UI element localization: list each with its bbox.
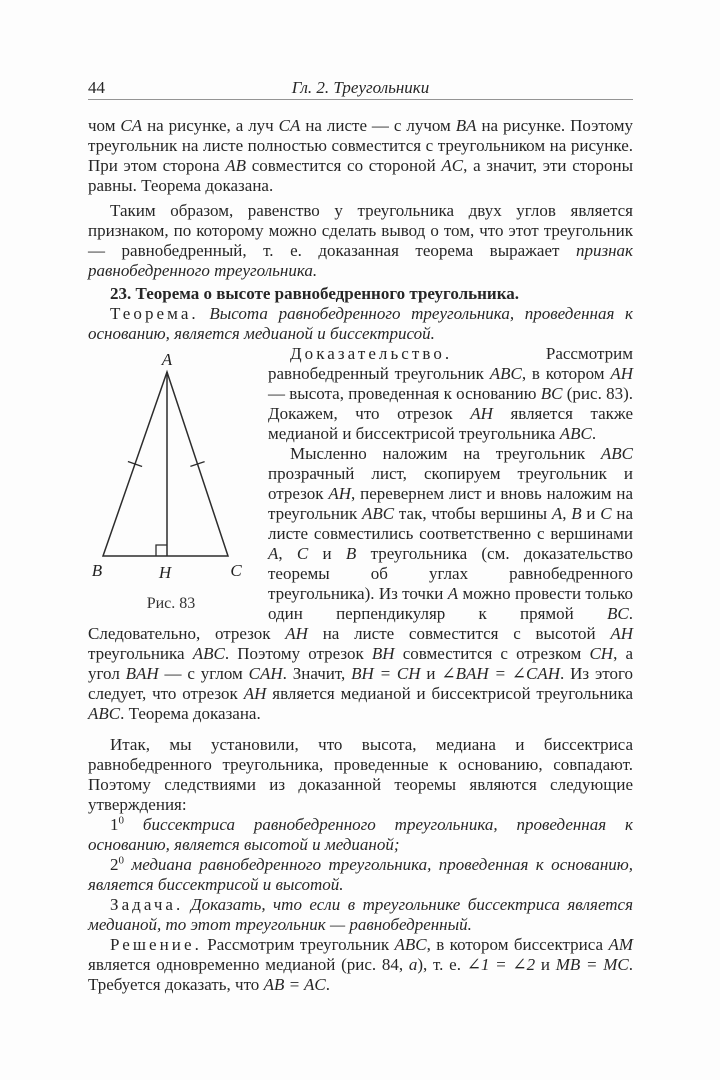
figure-caption: Рис. 83 <box>146 595 196 612</box>
section-heading: 23. Теорема о высоте равнобедренного треугольника. <box>110 284 519 303</box>
paragraph-solution: Решение. Рассмотрим треугольник ABC, в котором биссектриса AM является одновременно медианой (рис. 84, а), т. е. ∠1 = ∠2 и MB = MC. Требуется доказать, что AB = AC. <box>88 935 633 994</box>
paragraph-proof-body: Мысленно наложим на треугольник ABC прозрачный лист, скопируем треугольник и отрезок AH, перевернем лист и вновь наложим на треугольник ABC так, чтобы вершины A, B и C на листе совместились соответственно с вершинами A, C и B треугольника (см. доказательство теоремы об углах равнобедренного треугольника). Из точки A можно провести только один перпендикуляр к прямой BC. Следовательно, отрезок AH на листе совместится с высотой AH треугольника ABC. Поэтому отрезок BH совместится с отрезком CH, а угол BAH — с углом CAH. Значит, BH = CH и ∠BAH = ∠CAH. Из этого следует, что отрезок AH является медианой и биссектрисой треугольника ABC. Теорема доказана. <box>88 444 634 723</box>
page-number: 44 <box>88 78 105 97</box>
paragraph-proof-start: Доказательство. Рассмотрим равнобедренный треугольник ABC, в котором AH — высота, проведенная к основанию BC (рис. 83). Докажем, что отрезок AH является также медианой и биссектрисой треугольника ABC. <box>268 344 634 443</box>
paragraph-task: Задача. Доказать, что если в треугольнике биссектриса является медианой, то этот треугольник — равнобедренный. <box>88 895 633 934</box>
page-header <box>88 78 633 100</box>
vertex-label-b: B <box>91 561 103 580</box>
paragraph-theorem: Теорема. Высота равнобедренного треугольника, проведенная к основанию, является медианой и биссектрисой. <box>88 304 633 343</box>
triangle-outline <box>103 372 228 556</box>
chapter-title: Гл. 2. Треугольники <box>291 78 430 97</box>
corollary-item-2: $2^0$ медиана равнобедренного треугольника, проведенная к основанию, является биссектрисой и высотой. <box>88 854 633 894</box>
paragraph-conclusion: Таким образом, равенство у треугольника двух углов является признаком, по которому можно сделать вывод о том, что этот треугольник — равнобедренный, т. е. доказанная теорема выражает признак равнобедренного треугольника. <box>88 201 633 280</box>
triangle-diagram <box>88 350 254 582</box>
vertex-label-h: H <box>158 563 172 582</box>
paragraph-corollaries-intro: Итак, мы установили, что высота, медиана и биссектриса равнобедренного треугольника, проведенные к основанию, совпадают. Поэтому следствиями из доказанной теоремы являются следующие утверждения: <box>88 735 633 814</box>
vertex-label-c: C <box>230 561 242 580</box>
corollary-item-1: $1^0$ биссектриса равнобедренного треугольника, проведенная к основанию, является высотой и медианой; <box>88 814 633 854</box>
right-angle-mark <box>156 545 167 556</box>
figure-83 <box>88 350 254 613</box>
vertex-label-a: A <box>161 350 173 369</box>
page-content <box>88 78 633 995</box>
paragraph-continuation: чом CA на рисунке, а луч CA на листе — с лучом BA на рисунке. Поэтому треугольник на листе полностью совместится с треугольником на рисунке. При этом сторона AB совместится со стороной AC, а значит, эти стороны равны. Теорема доказана. <box>88 116 634 195</box>
